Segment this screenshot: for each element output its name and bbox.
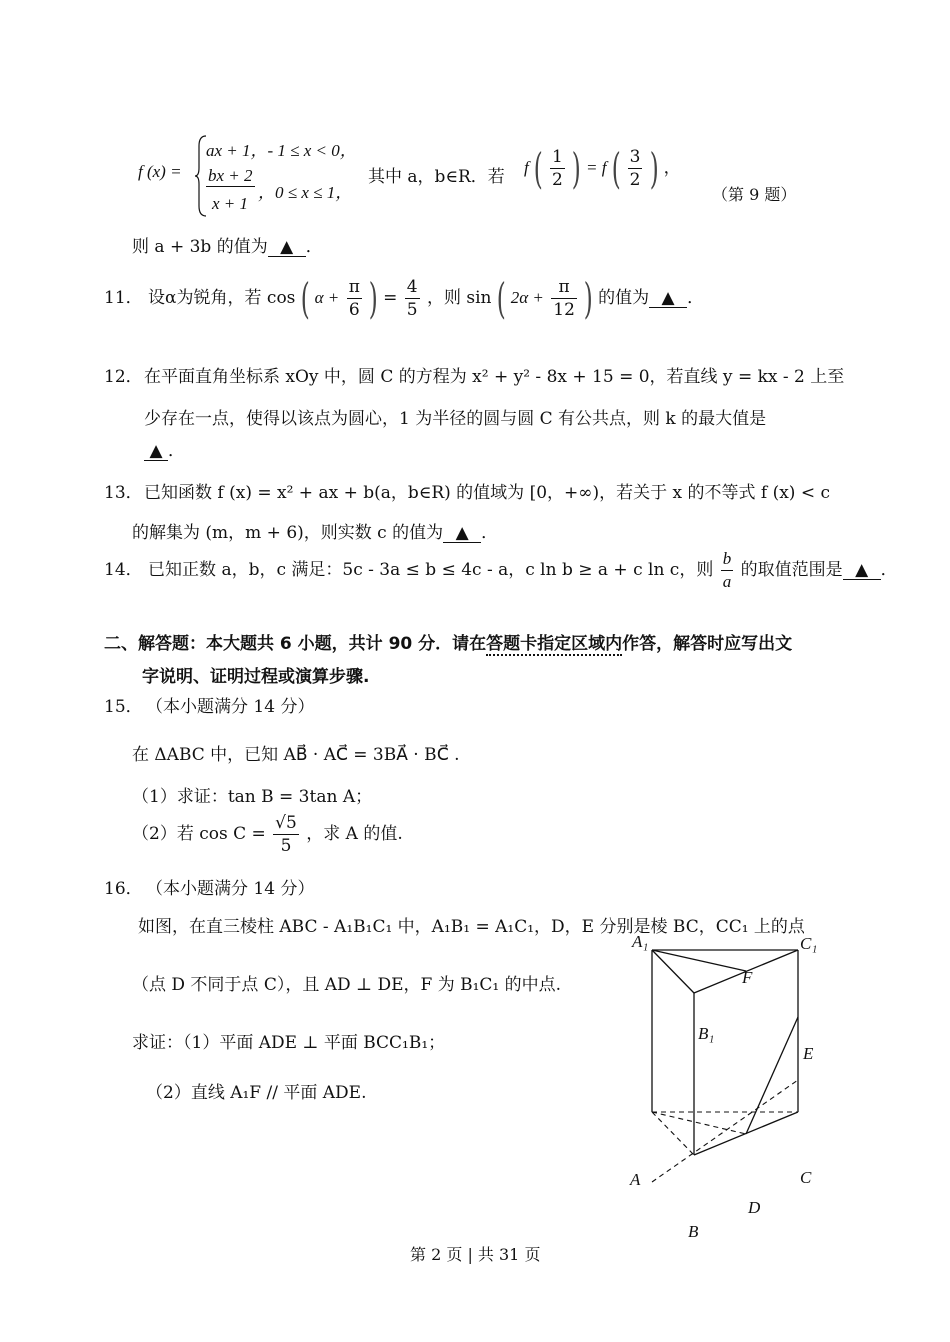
label-c: C bbox=[800, 1168, 812, 1187]
section-2-header: 二、解答题：本大题共 6 小题，共计 90 分．请在答题卡指定区域内作答，解答时应写出文 bbox=[104, 634, 793, 654]
segment-de bbox=[746, 1017, 798, 1134]
answer-blank: ▲ bbox=[649, 289, 687, 308]
edge-a1b1 bbox=[652, 950, 694, 993]
q14: 14． 已知正数 a，b，c 满足：5c - 3a ≤ b ≤ 4c - a，c ln b ≥ a + c ln c，则 $\frac{b}{a}$ 的取值范围是 ▲ ． bbox=[104, 549, 898, 591]
answer-blank: ▲ bbox=[268, 238, 306, 257]
label-a: A bbox=[630, 1170, 641, 1189]
q16-part2: （2）直线 A₁F // 平面 ADE. bbox=[146, 1083, 367, 1103]
segment-ad-hidden bbox=[652, 1112, 746, 1134]
q10-case2-num: bx + 2 bbox=[208, 166, 253, 185]
q12-line3: ▲ ． bbox=[144, 436, 185, 461]
label-b: B bbox=[688, 1222, 699, 1241]
label-e: E bbox=[803, 1044, 814, 1063]
label-a1: A₁ bbox=[632, 932, 649, 951]
q10-three-halves: $\frac{3}{2}$ bbox=[629, 147, 641, 190]
q10-equation: f ( $\frac{1}{2}$ ) = f ( $\frac{3}{2}$ ) ， bbox=[524, 143, 681, 193]
q10-case2-den: x + 1 bbox=[212, 194, 249, 213]
q13-line1: 已知函数 f (x) = x² + ax + b(a，b∈R) 的值域为 [0，+∞)，若关于 x 的不等式 f (x) < c bbox=[144, 483, 830, 503]
q10-case2-cond: ，0 ≤ x ≤ 1， bbox=[258, 183, 353, 202]
q15-part2: （2）若 cos C = $\frac{√5}{5}$ ，求 A 的值. bbox=[132, 813, 403, 856]
q16-stem-line1: 如图，在直三棱柱 ABC - A₁B₁C₁ 中，A₁B₁ = A₁C₁，D，E 分别是棱 BC，CC₁ 上的点 bbox=[138, 917, 805, 937]
answer-blank: ▲ bbox=[443, 524, 481, 543]
label-d: D bbox=[748, 1198, 761, 1217]
q16-score: （本小题满分 14 分） bbox=[146, 879, 315, 899]
answer-blank: ▲ bbox=[843, 561, 881, 580]
q11: 11． 设α为锐角，若 cos ( α + $\frac{\pi}{6}$ ) = $\frac{4}{5}$ ，则 sin ( 2α + $\frac{\pi}{12}$ ) 的值为 ▲ ． bbox=[104, 273, 705, 323]
emphasis-text: 答题卡指定区域内 bbox=[486, 634, 623, 654]
q10-f-right: = f bbox=[585, 158, 607, 177]
segment-a1f bbox=[652, 950, 746, 971]
q12-number: 12． bbox=[104, 367, 143, 387]
q13-line2: 的解集为 (m，m + 6)，则实数 c 的值为 ▲ ． bbox=[132, 523, 499, 543]
q11-pi-over-12: $\frac{\pi}{12}$ bbox=[553, 277, 575, 320]
q10-f-left: f bbox=[524, 158, 529, 177]
q16-stem-line2: （点 D 不同于点 C），且 AD ⊥ DE，F 为 B₁C₁ 的中点. bbox=[132, 975, 562, 995]
q10-half: $\frac{1}{2}$ bbox=[551, 147, 563, 190]
q16-part1: 求证：（1）平面 ADE ⊥ 平面 BCC₁B₁； bbox=[132, 1033, 446, 1053]
q12-line1: 在平面直角坐标系 xOy 中，圆 C 的方程为 x² + y² - 8x + 15 = 0，若直线 y = kx - 2 上至 bbox=[144, 367, 845, 387]
q14-b-over-a: $\frac{b}{a}$ bbox=[722, 549, 732, 591]
q14-number: 14． bbox=[104, 560, 143, 580]
answer-blank: ▲ bbox=[144, 442, 168, 461]
prism-figure bbox=[620, 925, 860, 1245]
q15-part1: （1）求证：tan B = 3tan A； bbox=[132, 787, 373, 807]
q13-number: 13． bbox=[104, 483, 143, 503]
q10-condition: 其中 a，b∈R．若 bbox=[368, 167, 505, 187]
q10-case1: ax + 1，- 1 ≤ x < 0， bbox=[206, 141, 357, 160]
q15-number: 15． bbox=[104, 697, 143, 717]
q10-line2: 则 a + 3b 的值为 ▲ ． bbox=[132, 237, 323, 257]
label-f: F bbox=[742, 968, 753, 987]
q11-number: 11． bbox=[104, 288, 143, 308]
q11-pi-over-6: $\frac{\pi}{6}$ bbox=[348, 277, 360, 320]
segment-ae-hidden bbox=[652, 1080, 798, 1182]
label-b1: B₁ bbox=[698, 1024, 715, 1043]
q15-stem: 在 ΔABC 中，已知 AB⃗ · AC⃗ = 3BA⃗ · BC⃗ . bbox=[132, 745, 460, 765]
section-2-header-line2: 字说明、证明过程或演算步骤. bbox=[142, 667, 370, 687]
q10-fx: f (x) = bbox=[138, 162, 182, 181]
q12-line2: 少存在一点，使得以该点为圆心，1 为半径的圆与圆 C 有公共点，则 k 的最大值是 bbox=[144, 409, 767, 429]
q15-score: （本小题满分 14 分） bbox=[146, 697, 315, 717]
q15-sqrt5-over-5: $\frac{√5}{5}$ bbox=[275, 813, 297, 856]
q16-number: 16． bbox=[104, 879, 143, 899]
label-c1: C₁ bbox=[800, 934, 818, 953]
q10-figure-label: （第 9 题） bbox=[712, 185, 797, 204]
q11-four-fifths: $\frac{4}{5}$ bbox=[406, 277, 418, 320]
edge-ab-hidden bbox=[652, 1112, 694, 1155]
page-footer: 第 2 页 | 共 31 页 bbox=[410, 1245, 541, 1264]
